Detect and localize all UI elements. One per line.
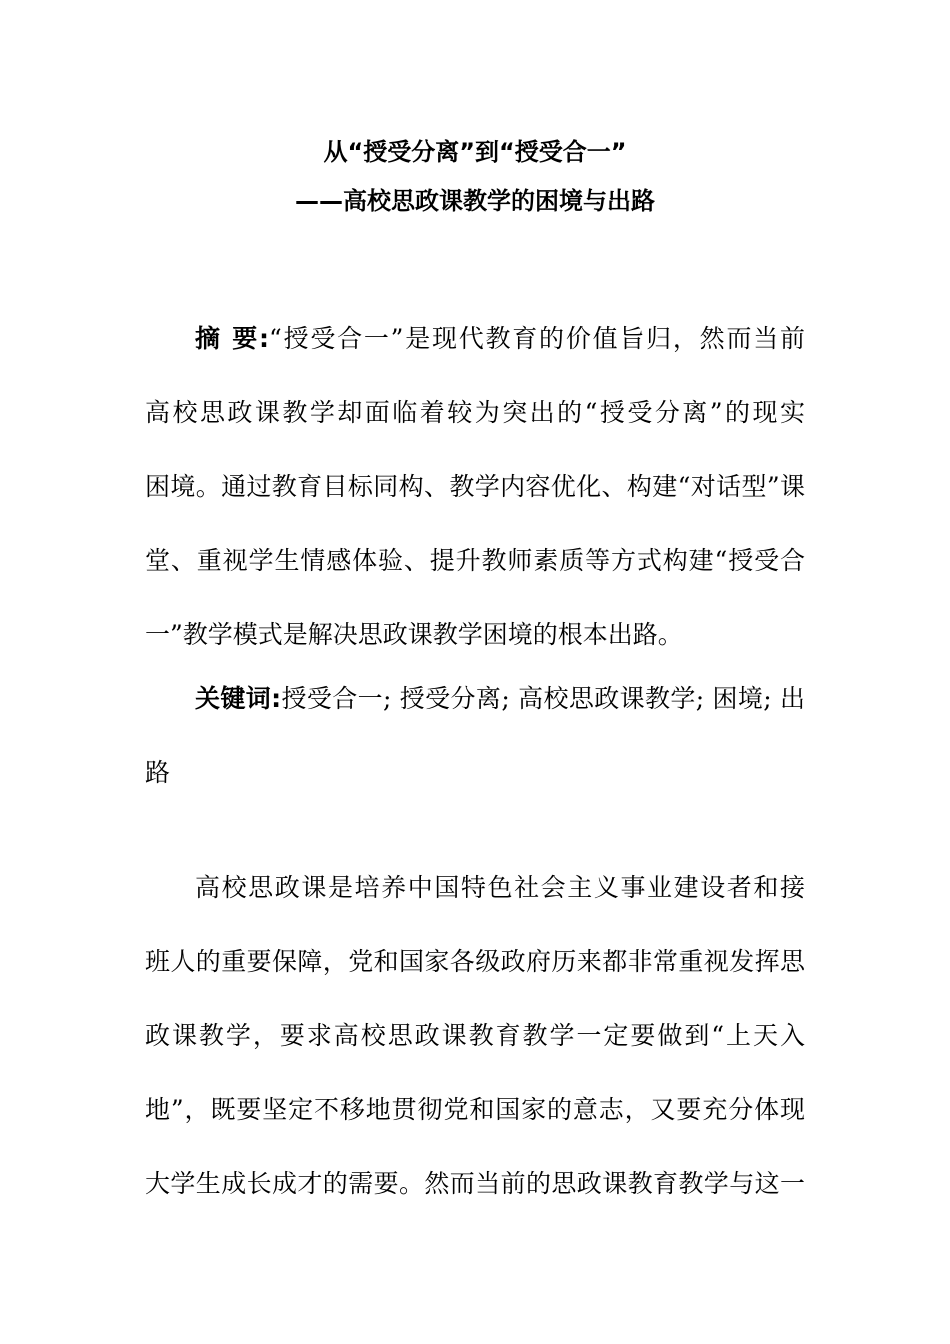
keywords-label: 关键词: <box>195 684 282 713</box>
abstract-label: 摘 要: <box>195 324 270 353</box>
abstract-line: 堂、重视学生情感体验、提升教师素质等方式构建“授受合 <box>145 546 805 575</box>
keywords-text: 授受合一; 授受分离; 高校思政课教学; 困境; 出 <box>281 684 805 713</box>
abstract-text: “授受合一”是现代教育的价值旨归，然而当前 <box>269 324 805 353</box>
paragraph-line: 高校思政课是培养中国特色社会主义事业建设者和接 <box>195 873 805 902</box>
abstract-line: 一”教学模式是解决思政课教学困境的根本出路。 <box>145 620 683 649</box>
paragraph-line: 地”，既要坚定不移地贯彻党和国家的意志，又要充分体现 <box>145 1095 805 1124</box>
abstract-line: 高校思政课教学却面临着较为突出的“授受分离”的现实 <box>145 398 805 427</box>
keywords-line <box>195 682 805 716</box>
abstract-line: 困境。通过教育目标同构、教学内容优化、构建“对话型”课 <box>145 472 805 501</box>
keywords-line: 路 <box>145 758 171 787</box>
document-subtitle: ——高校思政课教学的困境与出路 <box>295 187 655 215</box>
paragraph-line: 政课教学，要求高校思政课教育教学一定要做到“上天入 <box>145 1021 805 1050</box>
paragraph-line: 大学生成长成才的需要。然而当前的思政课教育教学与这一 <box>145 1169 805 1198</box>
abstract-line <box>195 322 805 356</box>
document-title: 从“授受分离”到“授受合一” <box>323 138 627 166</box>
paragraph-line: 班人的重要保障，党和国家各级政府历来都非常重视发挥思 <box>145 947 805 976</box>
